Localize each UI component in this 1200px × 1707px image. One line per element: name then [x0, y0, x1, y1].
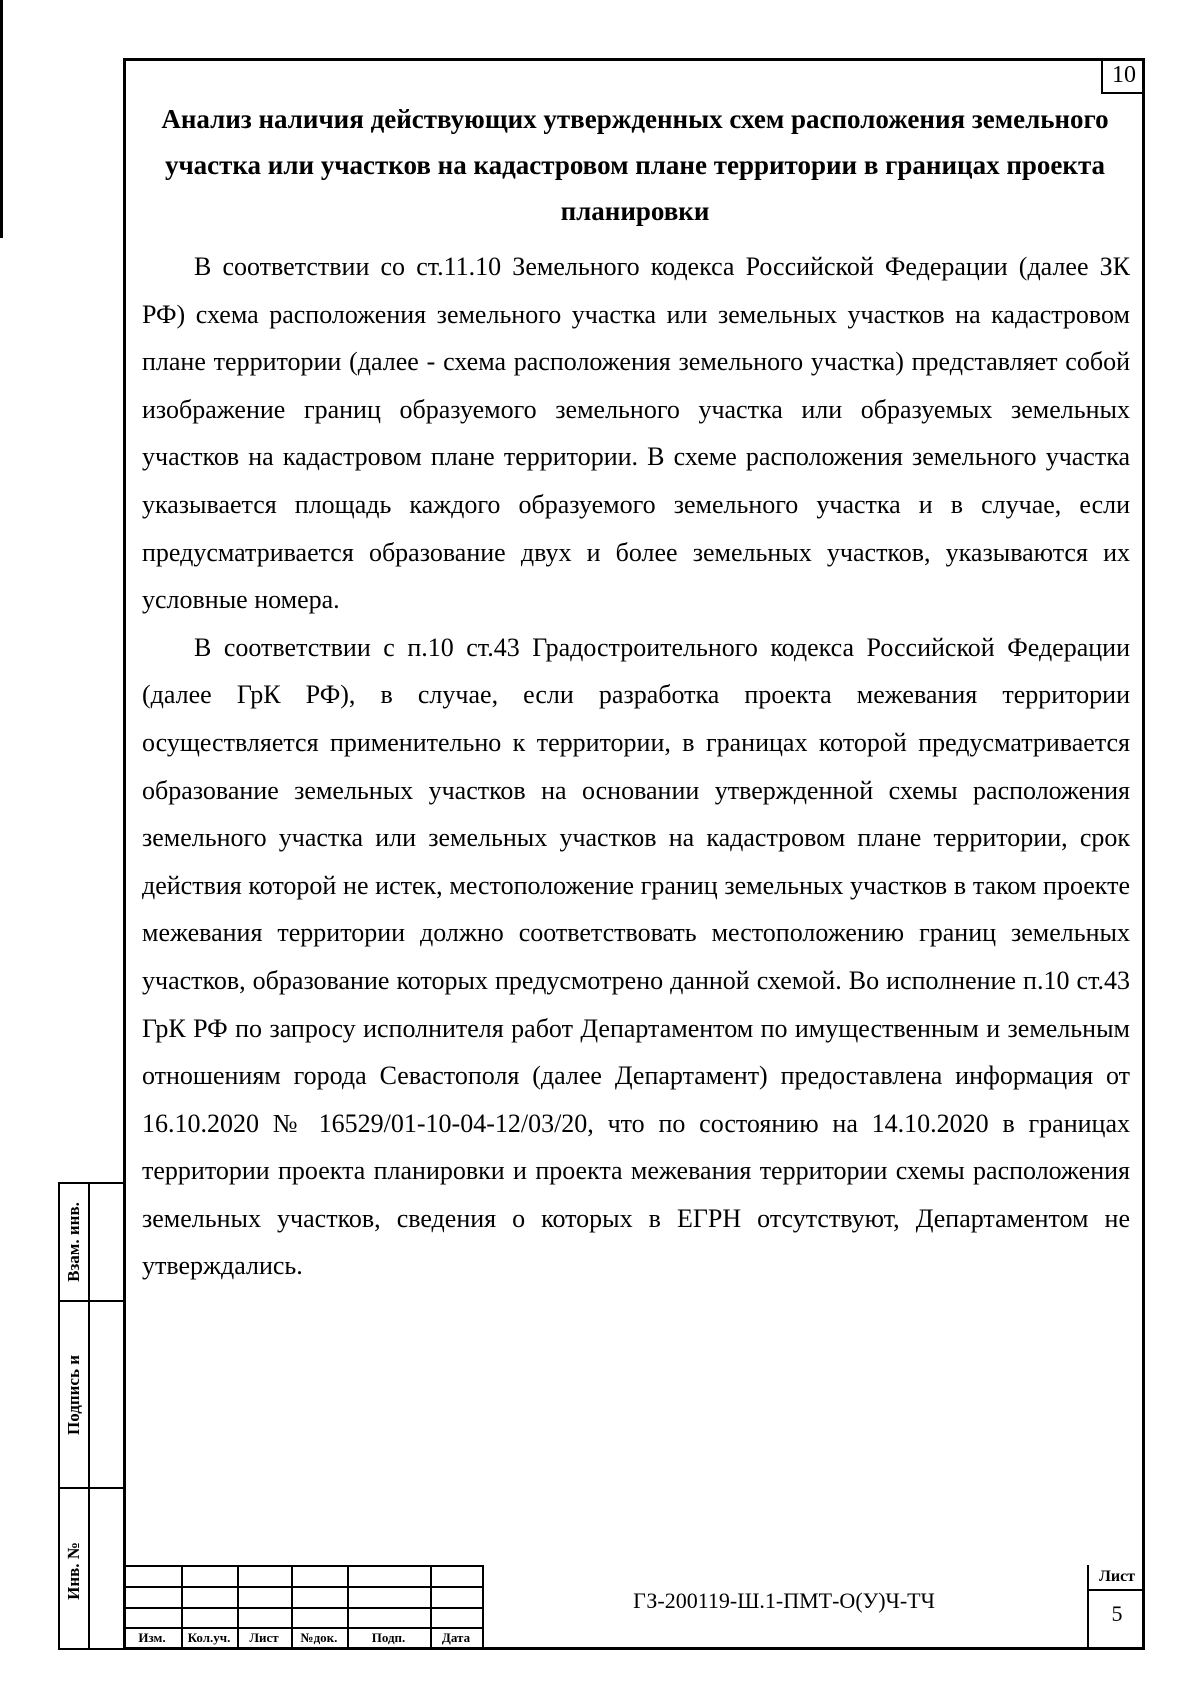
- side-label-signature: Подпись и: [64, 1354, 84, 1435]
- column-label: Лист: [249, 1630, 279, 1645]
- sheet-box: [1087, 1565, 1145, 1650]
- column-label: Кол.уч.: [187, 1630, 231, 1645]
- section-heading: Анализ наличия действующих утвержденных схем расположения земельного участка или участков на кадастровом плане территории в границах проекта планировки: [161, 104, 1109, 226]
- paragraph: В соответствии со ст.11.10 Земельного кодекса Российской Федерации (далее ЗК РФ) схема расположения земельного участка или земельных участков на кадастровом плане территории (далее - схема расположения земельного участка) представляет собой изображение границ образуемого земельного участка или образуемых земельных участков на кадастровом плане территории. В схеме расположения земельного участка указывается площадь каждого образуемого земельного участка и в случае, если предусматривается образование двух и более земельных участков, указываются их условные номера.: [142, 252, 1130, 615]
- side-label-inv-no: Инв. №: [64, 1541, 84, 1600]
- document-code: ГЗ-200119-Ш.1-ПМТ-О(У)Ч-ТЧ: [633, 1588, 935, 1613]
- body-text: [142, 243, 1130, 1290]
- column-label: Подп.: [371, 1630, 406, 1645]
- column-label: Дата: [441, 1630, 471, 1645]
- sheet-number: 5: [1111, 1601, 1123, 1626]
- side-stamp: [58, 1182, 123, 1650]
- title-block-grid: [123, 1565, 484, 1650]
- sheet-label: Лист: [1089, 1565, 1145, 1591]
- side-stamp-divider: [88, 1184, 90, 1648]
- page-number: 10: [1101, 58, 1145, 94]
- column-label: №док.: [300, 1630, 338, 1645]
- column-label: Изм.: [138, 1630, 166, 1645]
- side-label-replace-inv: Взам. инв.: [64, 1202, 83, 1282]
- paragraph: В соответствии с п.10 ст.43 Градостроительного кодекса Российской Федерации (далее ГрК РФ), в случае, если разработка проекта межевания территории осуществляется применительно к территории, в границах которой предусматривается образование земельных участков на основании утвержденной схемы расположения земельного участка или земельных участков на кадастровом плане территории, срок действия которой не истек, местоположение границ земельных участков в таком проекте межевания территории должно соответствовать местоположению границ земельных участков, образование которых предусмотрено данной схемой. Во исполнение п.10 ст.43 ГрК РФ по запросу исполнителя работ Департаментом по имущественным и земельным отношениям города Севастополя (далее Департамент) предоставлена информация от 16.10.2020 № 16529/01-10-04-12/03/20, что по состоянию на 14.10.2020 в границах территории проекта планировки и проекта межевания территории схемы расположения земельных участков, сведения о которых в ЕГРН отсутствуют, Департаментом не утверждались.: [142, 632, 1130, 1281]
- scan-edge-mark: [0, 0, 3, 238]
